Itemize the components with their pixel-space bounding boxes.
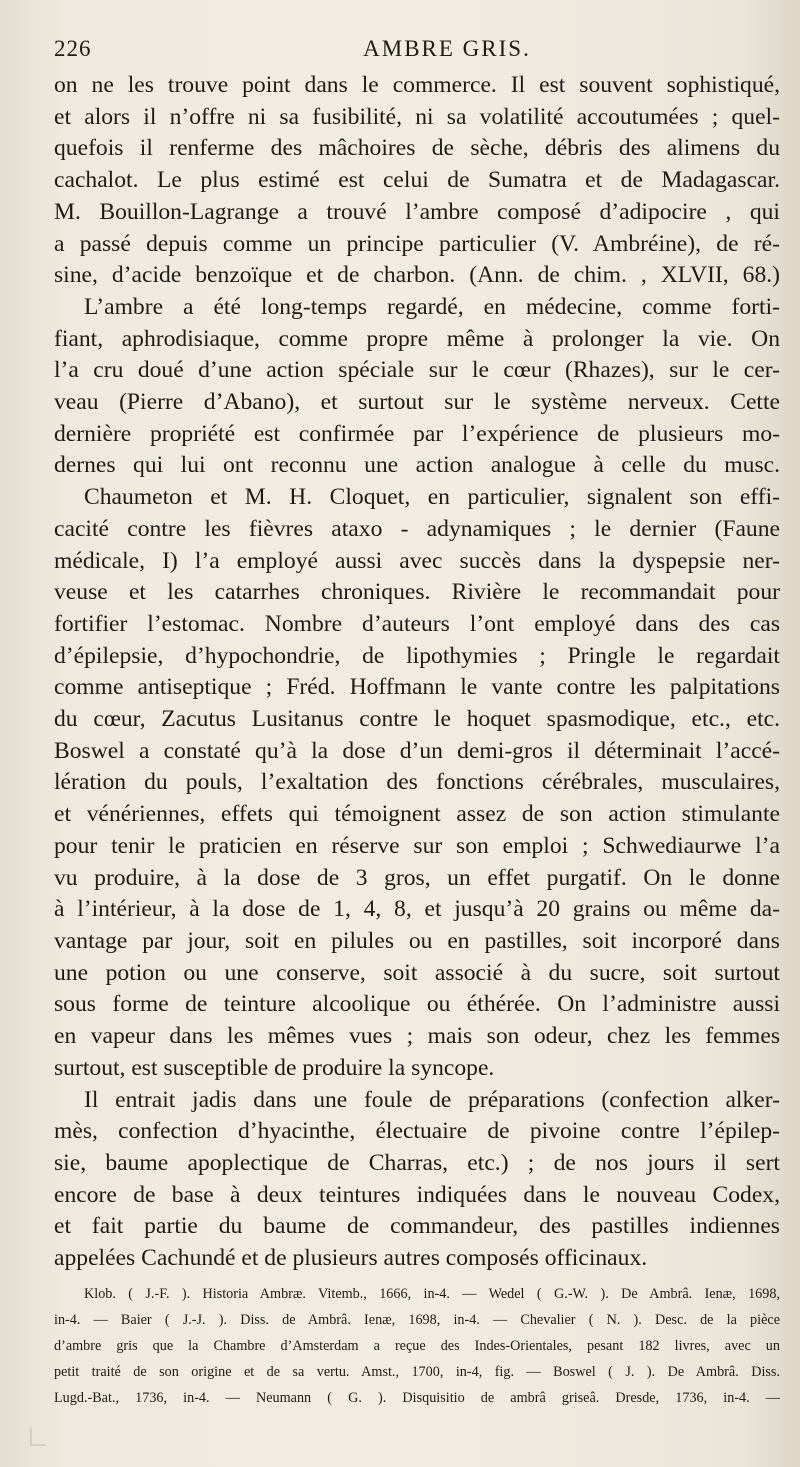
text-line: cacité contre les fièvres ataxo - adynamiques ; le dernier (Faune xyxy=(54,515,780,542)
text-line: sine, d’acide benzoïque et de charbon. (Ann. de chim. , XLVII, 68.) xyxy=(54,262,780,289)
paragraph xyxy=(54,482,780,1084)
text-line: d’épilepsie, d’hypochondrie, de lipothymies ; Pringle le regardait xyxy=(54,642,780,669)
text-line: dernière propriété est confirmée par l’expérience de plusieurs mo- xyxy=(54,420,780,447)
paragraph xyxy=(54,70,780,292)
text-line: sous forme de teinture alcoolique ou éthérée. On l’administre aussi xyxy=(54,991,780,1018)
text-line: fiant, aphrodisiaque, comme propre même à prolonger la vie. On xyxy=(54,325,780,352)
text-line: quefois il renferme des mâchoires de sèche, débris des alimens du xyxy=(54,135,780,162)
text-line: du cœur, Zacutus Lusitanus contre le hoquet spasmodique, etc., etc. xyxy=(54,706,780,733)
text-line: et fait partie du baume de commandeur, des pastilles indiennes xyxy=(54,1213,780,1240)
text-line: lération du pouls, l’exaltation des fonctions cérébrales, musculaires, xyxy=(54,769,780,796)
paragraph xyxy=(54,1085,780,1275)
reference-line: d’ambre gris que la Chambre d’Amsterdam a reçue des Indes-Orientales, pesant 182 livres, avec un xyxy=(54,1337,780,1354)
text-line: vantage par jour, soit en pilules ou en pastilles, soit incorporé dans xyxy=(54,927,780,954)
text-line: et vénériennes, effets qui témoignent assez de son action stimulante xyxy=(54,801,780,828)
text-line: veau (Pierre d’Abano), et surtout sur le système nerveux. Cette xyxy=(54,389,780,416)
text-line: à l’intérieur, à la dose de 1, 4, 8, et jusqu’à 20 grains ou même da- xyxy=(54,896,780,923)
text-line: sie, baume apoplectique de Charras, etc.) ; de nos jours il sert xyxy=(54,1149,780,1176)
page-number: 226 xyxy=(54,36,92,61)
text-line: on ne les trouve point dans le commerce. Il est souvent sophistiqué, xyxy=(54,72,780,98)
text-line: dernes qui lui ont reconnu une action analogue à celle du musc. xyxy=(54,452,780,479)
article-body xyxy=(54,70,780,1275)
text-line: et alors il n’offre ni sa fusibilité, ni sa volatilité accoutumées ; quel- xyxy=(54,103,780,130)
text-line: une potion ou une conserve, soit associé à du sucre, soit surtout xyxy=(54,959,780,986)
text-line: veuse et les catarrhes chroniques. Rivière le recommandait pour xyxy=(54,579,780,606)
text-line: surtout, est susceptible de produire la syncope. xyxy=(54,1054,495,1081)
text-line: Chaumeton et M. H. Cloquet, en particulier, signalent son effi- xyxy=(84,484,780,511)
text-line: encore de base à deux teintures indiquées dans le nouveau Codex, xyxy=(54,1181,780,1208)
text-line: médicale, I) l’a employé aussi avec succès dans la dyspepsie ner- xyxy=(54,547,780,574)
text-line: l’a cru doué d’une action spéciale sur le cœur (Rhazes), sur le cer- xyxy=(54,357,780,384)
text-line: a passé depuis comme un principe particulier (V. Ambréine), de ré- xyxy=(54,230,780,257)
text-line: comme antiseptique ; Fréd. Hoffmann le vante contre les palpitations xyxy=(54,674,780,701)
reference-line: in-4. — Baier ( J.-J. ). Diss. de Ambrâ. Ienæ, 1698, in-4. — Chevalier ( N. ). Desc. de la pièce xyxy=(54,1311,780,1328)
text-line: vu produire, à la dose de 3 gros, un effet purgatif. On le donne xyxy=(54,864,780,891)
bibliography xyxy=(54,1281,780,1411)
text-line: en vapeur dans les mêmes vues ; mais son odeur, chez les femmes xyxy=(54,1023,780,1050)
text-line: mès, confection d’hyacinthe, électuaire de pivoine contre l’épilep- xyxy=(54,1118,780,1145)
reference-line: petit traité de son origine et de sa vertu. Amst., 1700, in-4, fig. — Boswel ( J. ). De Ambrâ. Diss. xyxy=(54,1363,780,1380)
text-line: fortifier l’estomac. Nombre d’auteurs l’ont employé dans des cas xyxy=(54,610,780,637)
running-title: AMBRE GRIS. xyxy=(363,36,531,61)
text-line: L’ambre a été long-temps regardé, en médecine, comme forti- xyxy=(84,293,780,320)
text-line: appelées Cachundé et de plusieurs autres composés officinaux. xyxy=(54,1245,648,1272)
text-line: M. Bouillon-Lagrange a trouvé l’ambre composé d’adipocire , qui xyxy=(54,198,780,225)
paragraph xyxy=(54,292,780,482)
reference-line: Klob. ( J.-F. ). Historia Ambræ. Vitemb., 1666, in-4. — Wedel ( G.-W. ). De Ambrâ. Ienæ, 1698, xyxy=(84,1285,780,1302)
page-header xyxy=(54,30,780,70)
text-line: Il entrait jadis dans une foule de préparations (confection alker- xyxy=(84,1086,780,1113)
text-line: cachalot. Le plus estimé est celui de Sumatra et de Madagascar. xyxy=(54,167,780,194)
reference-line: Lugd.-Bat., 1736, in-4. — Neumann ( G. ). Disquisitio de ambrâ griseâ. Dresde, 1736, in-4. — xyxy=(54,1389,780,1406)
text-line: Boswel a constaté qu’à la dose d’un demi-gros il déterminait l’accé- xyxy=(54,737,780,764)
text-line: pour tenir le praticien en réserve sur son emploi ; Schwediaurwe l’a xyxy=(54,832,780,859)
page-corner-mark xyxy=(30,1428,46,1446)
